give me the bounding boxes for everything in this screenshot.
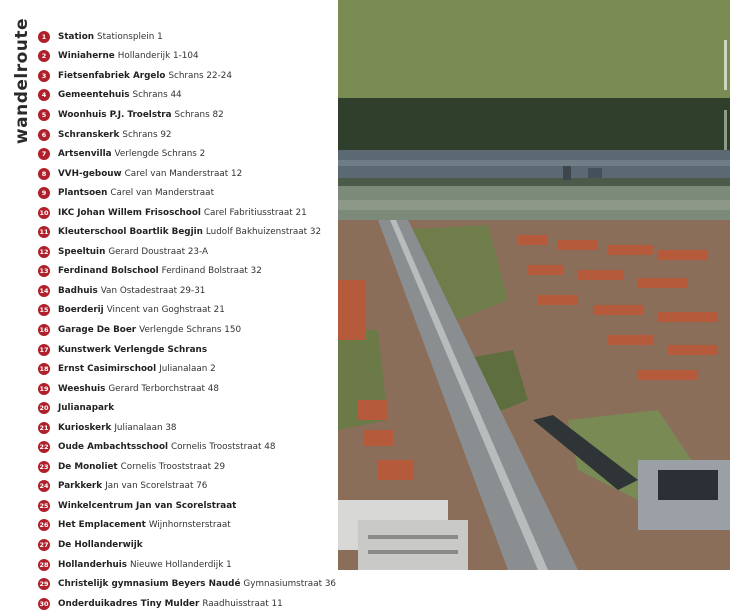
stop-number-badge: 11 <box>39 228 49 237</box>
stop-name: Hollanderhuis <box>58 559 128 570</box>
stop-name: Christelijk gymnasium Beyers Naudé <box>58 579 241 590</box>
stop-address: Raadhuisstraat 11 <box>202 598 283 609</box>
stop-name: Onderduikadres Tiny Mulder <box>58 598 200 609</box>
stop-name: Weeshuis <box>58 383 106 394</box>
route-stop <box>38 144 336 164</box>
stop-name: Ernst Casimirschool <box>58 364 157 375</box>
stop-address: Schrans 82 <box>174 109 224 120</box>
route-stop <box>38 418 336 438</box>
stop-number-badge: 27 <box>39 540 49 549</box>
stop-address: Verlengde Schrans 150 <box>139 324 242 335</box>
stop-address: Cornelis Trooststraat 48 <box>171 442 276 453</box>
route-stop <box>38 27 336 47</box>
stop-name: Winkelcentrum Jan van Scorelstraat <box>58 500 237 511</box>
stop-number-badge: 19 <box>39 384 49 393</box>
route-stop <box>38 535 336 555</box>
stop-name: Kunstwerk Verlengde Schrans <box>58 344 208 355</box>
stop-number-badge: 26 <box>39 521 49 530</box>
stop-address: Jan van Scorelstraat 76 <box>105 481 208 492</box>
route-stop <box>38 301 336 321</box>
route-stop <box>38 477 336 497</box>
stop-number-badge: 28 <box>39 560 49 569</box>
route-stop <box>38 516 336 536</box>
route-stop <box>38 86 336 106</box>
stop-address: Van Ostadestraat 29-31 <box>100 285 206 296</box>
stop-number-badge: 17 <box>39 345 49 354</box>
stop-number-badge: 6 <box>38 129 50 141</box>
route-stop <box>38 496 336 516</box>
route-stop <box>38 320 336 340</box>
stop-name: Badhuis <box>58 285 98 296</box>
stop-number-badge: 7 <box>38 148 50 160</box>
stop-number-badge: 9 <box>38 187 50 199</box>
stop-name: Artsenvilla <box>58 149 112 160</box>
stop-number-badge: 23 <box>39 462 49 471</box>
stop-number-badge: 15 <box>39 306 49 315</box>
aerial-photo <box>338 0 730 570</box>
stop-address: Ludolf Bakhuizenstraat 32 <box>205 227 322 238</box>
stop-name: Schranskerk <box>58 129 120 140</box>
stop-address: Schrans 22-24 <box>168 70 232 81</box>
route-stop <box>38 340 336 360</box>
stop-number-badge: 22 <box>39 443 49 452</box>
route-stop <box>38 105 336 125</box>
stop-name: De Monoliet <box>58 461 118 472</box>
stop-name: Gemeentehuis <box>58 90 130 101</box>
route-stop <box>38 437 336 457</box>
stop-name: Woonhuis P.J. Troelstra <box>58 109 172 120</box>
route-panel <box>0 0 338 609</box>
stop-address: Julianalaan 38 <box>114 422 177 433</box>
route-stop <box>38 203 336 223</box>
route-stop <box>38 281 336 301</box>
route-stop <box>38 183 336 203</box>
stop-address: Gerard Doustraat 23-A <box>108 246 209 257</box>
stop-number-badge: 21 <box>39 423 49 432</box>
stop-number-badge: 3 <box>38 70 50 82</box>
route-stop <box>38 398 336 418</box>
stop-address: Gymnasiumstraat 36 <box>243 579 337 590</box>
stop-number-badge: 12 <box>39 247 49 256</box>
stop-number-badge: 5 <box>38 109 50 121</box>
stop-address: Schrans 44 <box>132 90 182 101</box>
stop-address: Julianalaan 2 <box>159 364 216 375</box>
stop-address: Schrans 92 <box>122 129 172 140</box>
stop-number-badge: 14 <box>39 286 49 295</box>
stop-address: Carel van Manderstraat 12 <box>124 168 243 179</box>
stop-address: Vincent van Goghstraat 21 <box>106 305 225 316</box>
stop-name: Kleuterschool Boartlik Begjin <box>58 227 203 238</box>
route-stop <box>38 574 336 594</box>
route-stop <box>38 242 336 262</box>
stop-number-badge: 29 <box>39 580 49 589</box>
route-stop <box>38 555 336 575</box>
stop-name: Het Emplacement <box>58 520 146 531</box>
route-stop <box>38 222 336 242</box>
stop-number-badge: 16 <box>39 325 49 334</box>
stop-number-badge: 30 <box>39 599 49 608</box>
route-stop <box>38 125 336 145</box>
route-stop <box>38 379 336 399</box>
stop-number-badge: 1 <box>38 31 50 43</box>
route-stop <box>38 594 336 613</box>
stop-number-badge: 25 <box>39 501 49 510</box>
stop-address: Carel Fabritiusstraat 21 <box>203 207 307 218</box>
stop-number-badge: 20 <box>39 404 49 413</box>
stop-name: Ferdinand Bolschool <box>58 266 159 277</box>
stop-number-badge: 2 <box>38 50 50 62</box>
stop-name: Fietsenfabriek Argelo <box>58 70 166 81</box>
route-stop <box>38 262 336 282</box>
route-title-container <box>4 17 40 145</box>
stop-name: Kurioskerk <box>58 422 112 433</box>
stop-address: Ferdinand Bolstraat 32 <box>161 266 262 277</box>
stop-name: Station <box>58 31 95 42</box>
route-title: wandelroute <box>12 17 32 145</box>
route-stop <box>38 47 336 67</box>
stop-number-badge: 4 <box>38 89 50 101</box>
stop-number-badge: 18 <box>39 365 49 374</box>
stop-number-badge: 8 <box>38 168 50 180</box>
route-stop <box>38 164 336 184</box>
stop-name: Julianapark <box>58 403 115 414</box>
route-stop <box>38 457 336 477</box>
route-list <box>38 27 336 613</box>
dark-band <box>338 98 730 150</box>
stop-address: Verlengde Schrans 2 <box>114 149 206 160</box>
stop-name: De Hollanderwijk <box>58 539 143 550</box>
route-stop <box>38 66 336 86</box>
stop-name: Parkkerk <box>58 481 103 492</box>
route-stop <box>38 359 336 379</box>
stop-address: Wijnhornsterstraat <box>148 520 231 531</box>
stop-address: Nieuwe Hollanderdijk 1 <box>130 559 232 570</box>
stop-address: Carel van Manderstraat <box>110 188 215 199</box>
stop-address: Hollanderijk 1-104 <box>117 51 199 62</box>
stop-name: IKC Johan Willem Frisoschool <box>58 207 201 218</box>
stop-name: VVH-gebouw <box>58 168 122 179</box>
stop-name: Plantsoen <box>58 188 108 199</box>
stop-name: Boerderij <box>58 305 104 316</box>
olive-band <box>338 0 730 98</box>
stop-address: Gerard Terborchstraat 48 <box>108 383 219 394</box>
stop-name: Oude Ambachtsschool <box>58 442 169 453</box>
stop-number-badge: 13 <box>39 267 49 276</box>
stop-address: Stationsplein 1 <box>97 31 163 42</box>
stop-name: Speeltuin <box>58 246 106 257</box>
stop-number-badge: 24 <box>39 482 49 491</box>
stop-address: Cornelis Trooststraat 29 <box>120 461 226 472</box>
stop-name: Winiaherne <box>58 51 115 62</box>
stop-name: Garage De Boer <box>58 324 137 335</box>
stop-number-badge: 10 <box>39 208 49 217</box>
